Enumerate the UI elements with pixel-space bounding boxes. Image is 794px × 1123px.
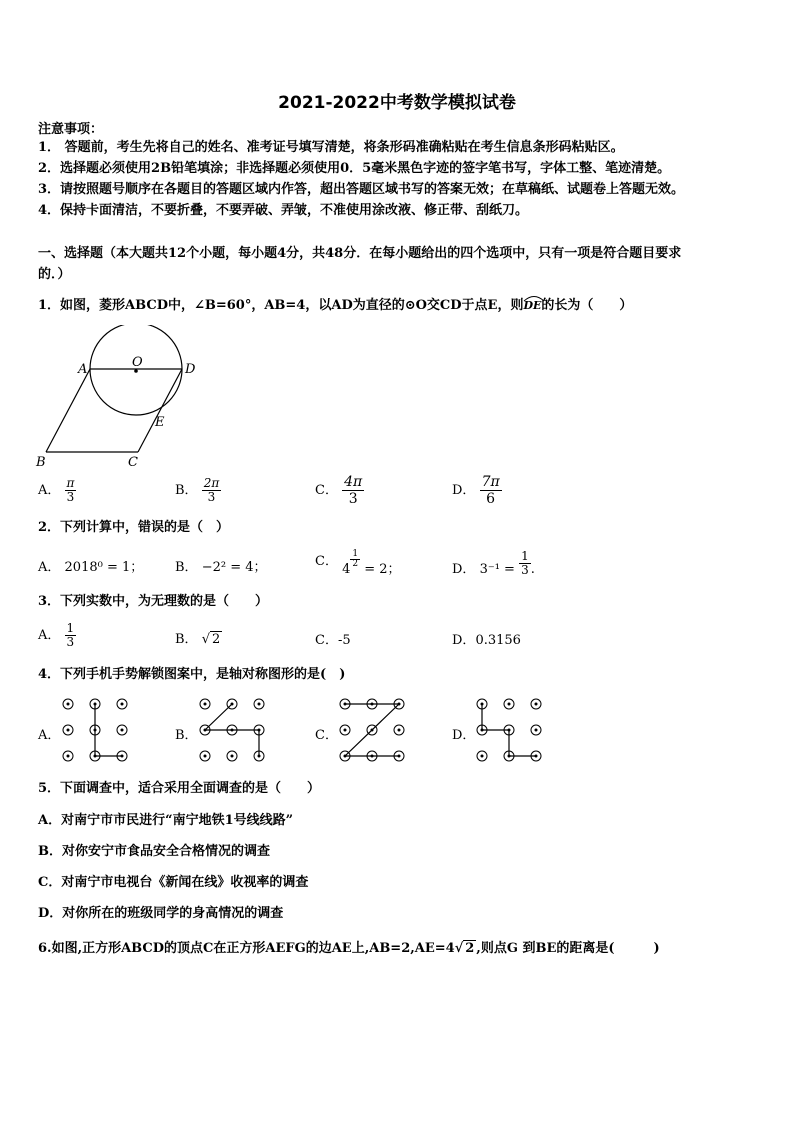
arc-de: DE	[523, 297, 541, 315]
q2-option-c[interactable]: C． 4 $\frac{1}{2}$ = 2；	[315, 549, 401, 577]
q4-option-b-label[interactable]: B．	[175, 728, 198, 743]
q3-option-d[interactable]: D．0.3156	[452, 633, 521, 648]
label-c: C	[128, 455, 138, 470]
question-6-stem: 6.如图,正方形ABCD的顶点C在正方形AEFG的边AE上,AB=2,AE=4√ 2 ,则点G 到BE的距离是( )	[38, 941, 660, 956]
page-title: 2021-2022中考数学模拟试卷	[278, 93, 516, 113]
question-5-stem: 5．下面调查中，适合采用全面调查的是（ ）	[38, 781, 321, 796]
segment-ab	[46, 369, 90, 452]
sqrt-icon: √ 2	[201, 632, 221, 647]
q1-option-d[interactable]: D． $\frac{7\pi}{6}$	[452, 474, 500, 507]
q5-option-d[interactable]: D．对你所在的班级同学的身高情况的调查	[38, 906, 284, 921]
question-4-stem: 4．下列手机手势解锁图案中，是轴对称图形的是( )	[38, 667, 346, 682]
question-3-stem: 3．下列实数中，为无理数的是（ ）	[38, 594, 269, 609]
section-heading: 一、选择题（本大题共12个小题，每小题4分，共48分．在每小题给出的四个选项中，只有一项是符合题目要求	[38, 246, 682, 261]
q4-pattern-b[interactable]	[197, 692, 277, 766]
q5-option-a[interactable]: A．对南宁市市民进行“南宁地铁1号线线路”	[38, 813, 294, 828]
section-heading-cont: 的．）	[38, 267, 71, 282]
question-2-stem: 2．下列计算中，错误的是（ ）	[38, 520, 230, 535]
question-6-text-end: ,则点G 到BE的距离是( )	[476, 941, 660, 956]
label-d: D	[185, 362, 196, 377]
q4-option-c-label[interactable]: C．	[315, 728, 338, 743]
q4-option-d-label[interactable]: D．	[452, 728, 476, 743]
q3-option-b[interactable]: B． √ 2	[175, 632, 221, 647]
q2-option-a[interactable]: A． 2018⁰ = 1；	[38, 560, 144, 575]
q3-option-a[interactable]: A． $\frac{1}{3}$	[38, 621, 75, 649]
label-o: O	[132, 355, 143, 370]
sqrt-icon: √ 2	[454, 941, 475, 956]
label-e: E	[155, 415, 165, 430]
segment-cd	[138, 369, 182, 452]
q4-pattern-d[interactable]	[474, 692, 554, 766]
notes-heading: 注意事项：	[38, 122, 104, 137]
note-item: 2．选择题必须使用2B铅笔填涂；非选择题必须使用0．5毫米黑色字迹的签字笔书写，字体工整、笔迹清楚。	[38, 161, 671, 176]
rhombus-circle-figure	[30, 325, 210, 475]
q5-option-b[interactable]: B．对你安宁市食品安全合格情况的调查	[38, 844, 270, 859]
question-1-stem	[38, 297, 632, 315]
q1-option-b[interactable]: B． $\frac{2\pi}{3}$	[175, 476, 220, 504]
arc-symbol-icon	[523, 294, 545, 302]
note-item: 4．保持卡面清洁，不要折叠，不要弄破、弄皱，不准使用涂改液、修正带、刮纸刀。	[38, 203, 529, 218]
q1-option-c[interactable]: C． $\frac{4\pi}{3}$	[315, 474, 363, 507]
q1-option-a[interactable]: A． $\frac{\pi}{3}$	[38, 476, 75, 504]
question-6-text: 6.如图,正方形ABCD的顶点C在正方形AEFG的边AE上,AB=2,AE=	[38, 941, 446, 956]
label-b: B	[36, 455, 46, 470]
q4-pattern-c[interactable]	[337, 692, 417, 766]
q4-pattern-a[interactable]	[60, 692, 140, 766]
q2-option-b[interactable]: B． −2² = 4；	[175, 560, 267, 575]
q2-option-d[interactable]: D． 3⁻¹ = $\frac{1}{3}$ .	[452, 549, 535, 577]
q4-option-a-label[interactable]: A．	[38, 728, 61, 743]
q3-option-c[interactable]: C．-5	[315, 633, 351, 648]
question-1-text-end: 的长为（ ）	[541, 298, 633, 313]
label-a: A	[78, 362, 88, 377]
note-item: 1． 答题前，考生先将自己的姓名、准考证号填写清楚，将条形码准确粘贴在考生信息条形码粘贴区。	[38, 140, 624, 155]
q5-option-c[interactable]: C．对南宁市电视台《新闻在线》收视率的调查	[38, 875, 309, 890]
note-item: 3．请按照题号顺序在各题目的答题区域内作答，超出答题区域书写的答案无效；在草稿纸、试题卷上答题无效。	[38, 182, 685, 197]
question-1-text: 1．如图，菱形ABCD中，∠B=60°，AB=4，以AD为直径的⊙O交CD于点E，则	[38, 298, 524, 313]
